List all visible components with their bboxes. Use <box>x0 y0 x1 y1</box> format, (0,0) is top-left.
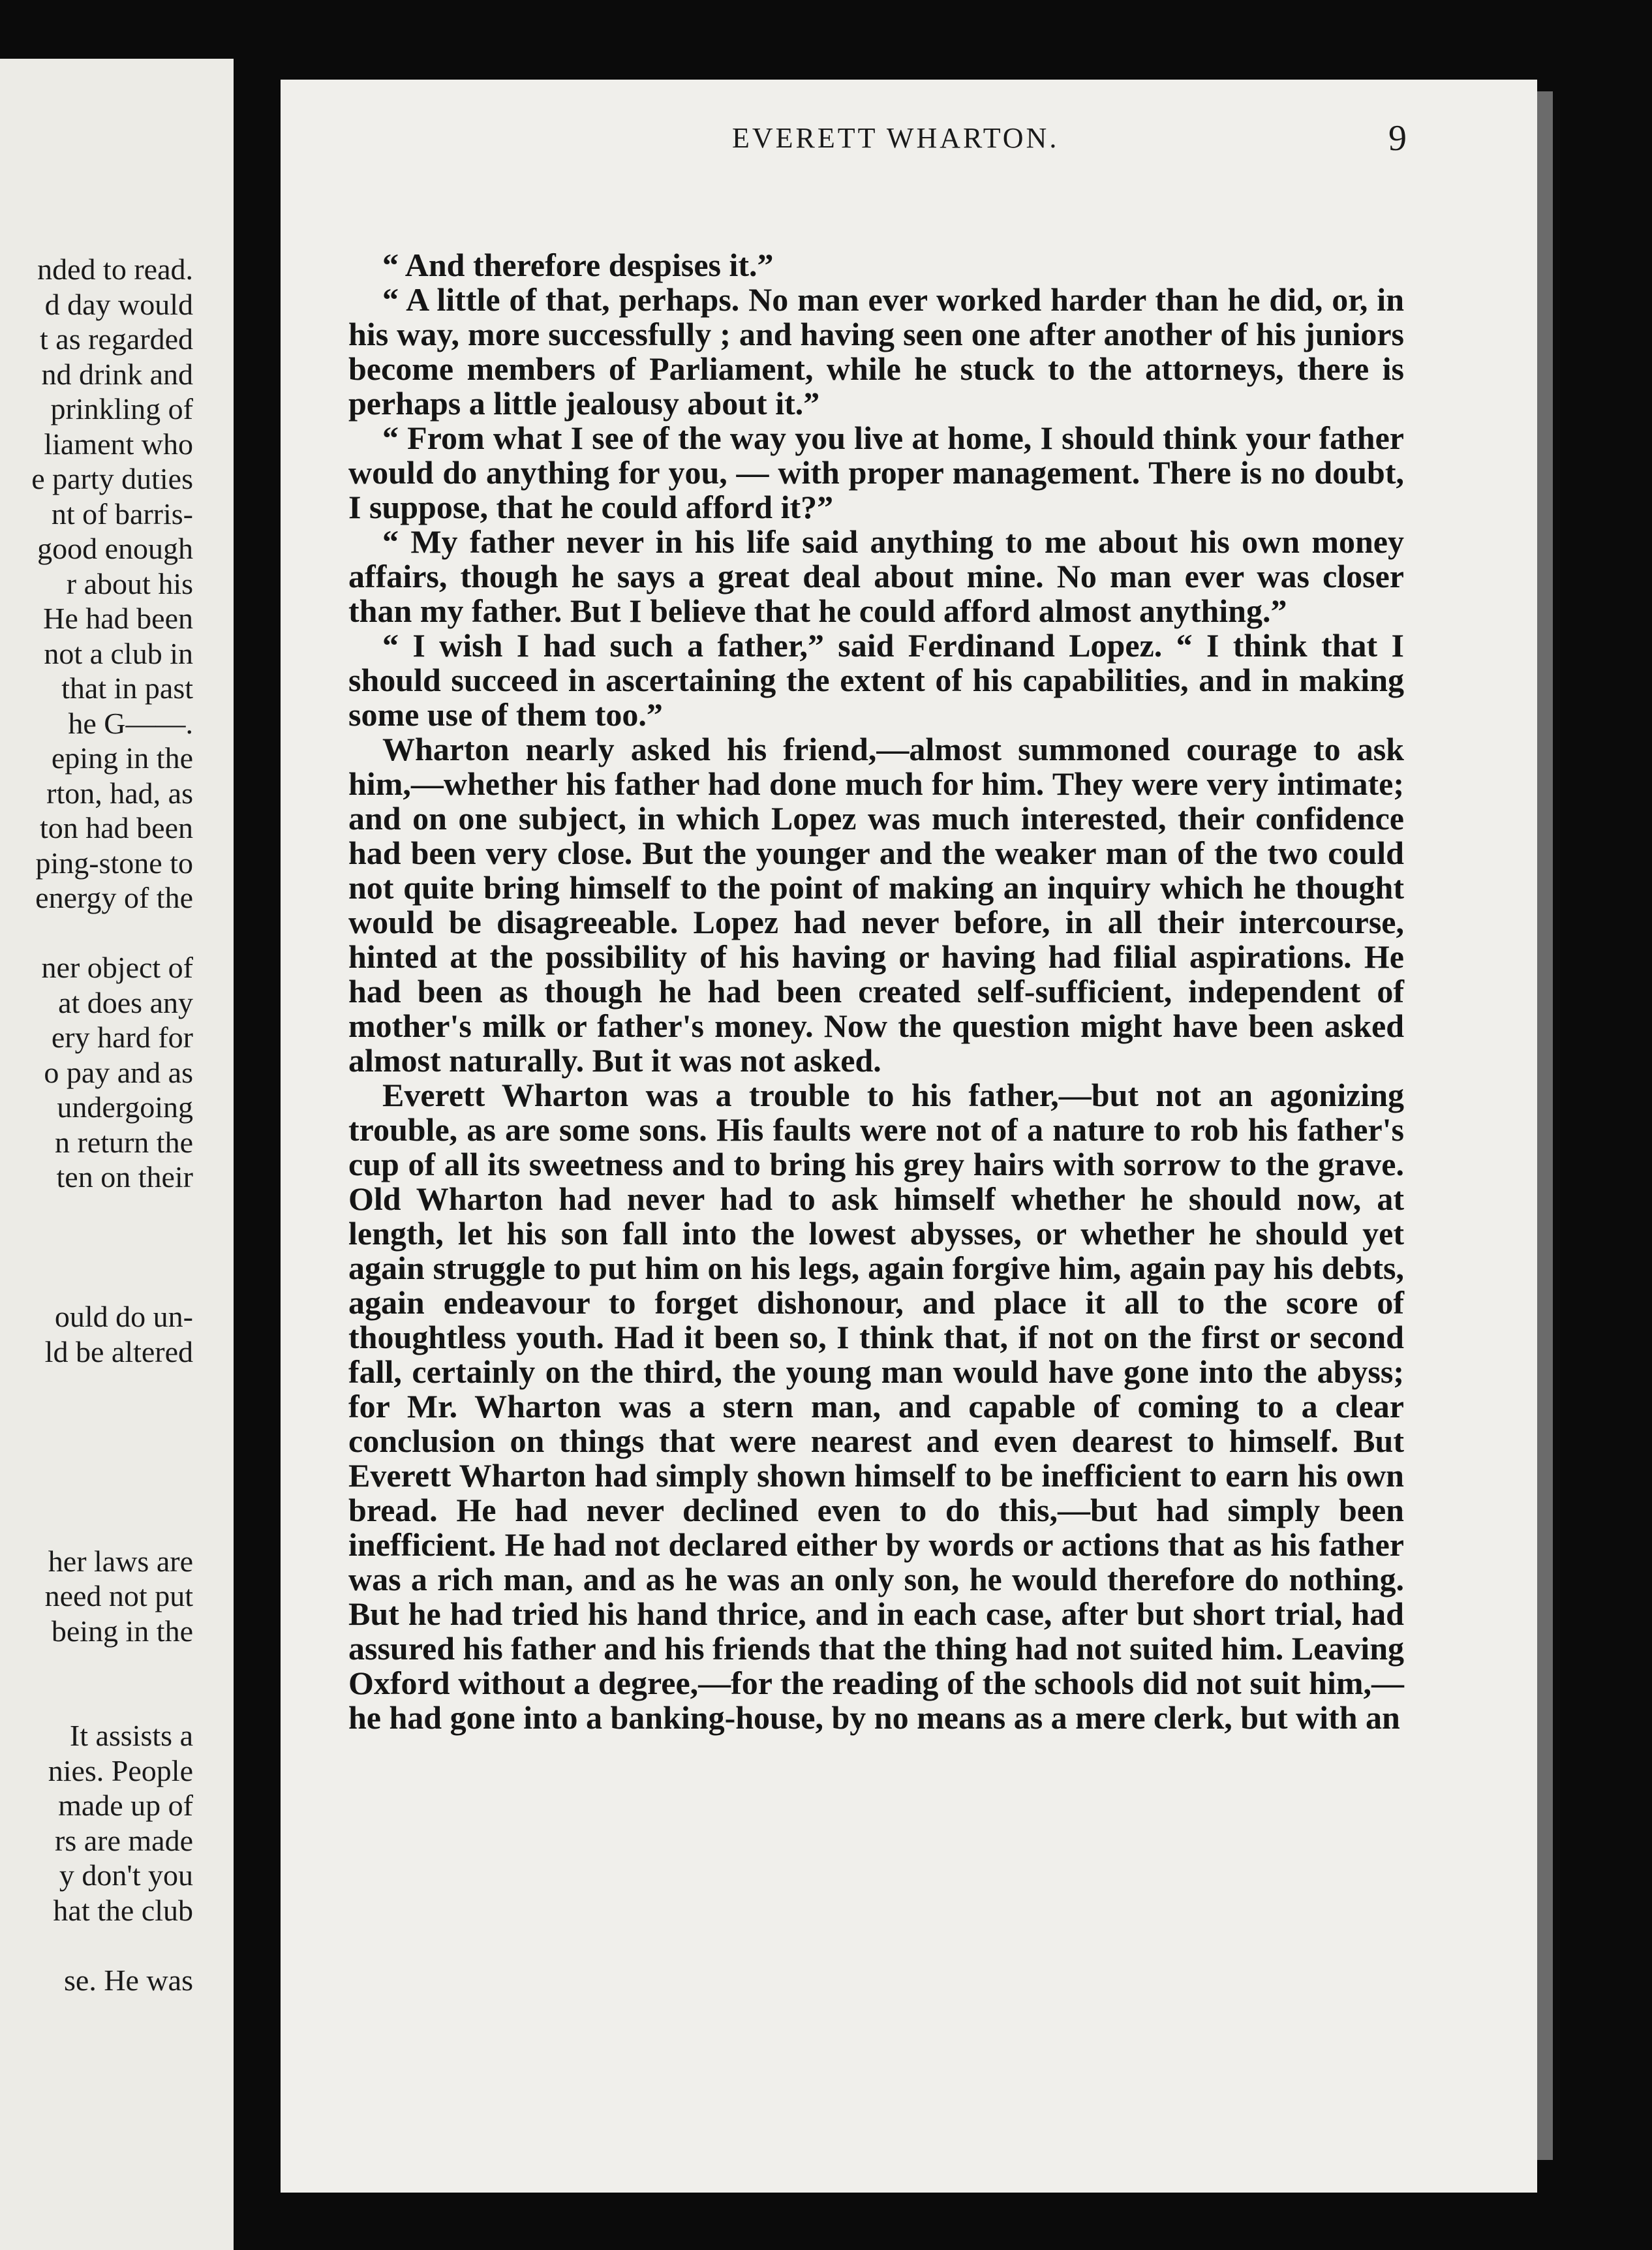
left-page-line: se. He was <box>64 1963 193 1997</box>
paragraph: “ A little of that, perhaps. No man ever worked harder than he did, or, in his way, more successfully ; and having seen one after another of his juniors become members of Parliament, while he stuck to the attorneys, there is perhaps a little jealousy about it.” <box>348 281 1404 422</box>
left-page-line: undergoing <box>57 1090 193 1124</box>
left-page-line: rton, had, as <box>46 776 193 810</box>
left-page-line: ton had been <box>39 811 193 844</box>
page-number: 9 <box>1388 118 1407 159</box>
left-page-line: ten on their <box>56 1160 193 1194</box>
left-page-line: n return the <box>54 1125 193 1159</box>
paragraph: Everett Wharton was a trouble to his father,—but not an agonizing trouble, as are some sons. His faults were not of a nature to rob his father's cup of all its sweetness and to bring his grey hairs with sorrow to the grave. Old Wharton had never had to ask himself whether he should now, at length, let his son fall into the lowest abysses, or whether he should yet again struggle to put him on his legs, again forgive him, again pay his debts, again endeavour to forget dishonour, and place it all to the score of thoughtless youth. Had it been so, I think that, if not on the first or second fall, certainly on the third, the young man would have gone into the abyss; for Mr. Wharton was a stern man, and capable of coming to a clear conclusion on things that were nearest and even dearest to himself. But Everett Wharton had simply shown himself to be inefficient to earn his own bread. He had never declined even to do this,—but had simply been inefficient. He had not declared either by words or actions that as his father was a rich man, and as he was an only son, he would therefore do nothing. But he had tried his hand thrice, and in each case, after but short trial, had assured his father and his friends that the thing had not suited him. Leaving Oxford without a degree,—for the reading of the schools did not suit him,—he had gone into a banking-house, by no means as a mere clerk, but with an <box>348 1077 1404 1736</box>
paragraph: “ I wish I had such a father,” said Ferdinand Lopez. “ I think that I should succeed in ascertaining the extent of his capabilities, and in making some use of them too.” <box>348 627 1404 733</box>
left-page-line: ld be altered <box>44 1334 193 1368</box>
left-page-line: nd drink and <box>41 357 193 391</box>
left-page-line: He had been <box>43 602 193 635</box>
left-page-line: It assists a <box>69 1719 193 1752</box>
left-page-line: ould do un- <box>54 1300 193 1333</box>
left-page <box>0 59 234 2250</box>
left-page-line: nt of barris- <box>51 497 193 531</box>
left-page-line: o pay and as <box>44 1055 193 1089</box>
running-header: EVERETT WHARTON. <box>732 122 1060 154</box>
left-page-line: at does any <box>58 985 193 1019</box>
left-page-line: prinkling of <box>50 392 193 425</box>
body-text <box>348 248 1404 1735</box>
page-edge-shadow <box>1537 91 1553 2160</box>
left-page-line: t as regarded <box>40 322 193 356</box>
left-page-line: e party duties <box>31 462 193 495</box>
left-page-line: her laws are <box>48 1544 193 1578</box>
paragraph: “ My father never in his life said anything to me about his own money affairs, though he says a great deal about mine. No man ever was closer than my father. But I believe that he could afford almost anything.” <box>348 523 1404 629</box>
left-page-line: made up of <box>58 1789 193 1822</box>
left-page-line: eping in the <box>51 741 193 775</box>
left-page-line: ping-stone to <box>35 846 193 880</box>
left-page-line: that in past <box>61 671 193 705</box>
paragraph: Wharton nearly asked his friend,—almost summoned courage to ask him,—whether his father had done much for him. They were very intimate; and on one subject, in which Lopez was much interested, their confidence had been very close. But the younger and the weaker man of the two could not quite bring himself to the point of making an inquiry which he thought would be disagreeable. Lopez had never before, in all their intercourse, hinted at the possibility of his having or having had filial aspirations. He had been as though he had been created self-sufficient, independent of mother's milk or father's money. Now the question might have been asked almost naturally. But it was not asked. <box>348 731 1404 1079</box>
left-page-line: not a club in <box>44 636 193 670</box>
left-page-line: being in the <box>51 1614 193 1648</box>
left-page-line: energy of the <box>35 881 193 914</box>
left-page-line: ery hard for <box>51 1021 193 1054</box>
left-page-line: need not put <box>44 1579 193 1612</box>
paragraph: “ From what I see of the way you live at home, I should think your father would do anything for you, — with proper management. There is no doubt, I suppose, that he could afford it?” <box>348 420 1404 525</box>
left-page-line: r about his <box>66 566 193 600</box>
left-page-line: good enough <box>37 532 193 565</box>
left-page-line: d day would <box>44 287 193 321</box>
left-page-line: liament who <box>44 427 193 461</box>
left-page-line: rs are made <box>55 1823 193 1857</box>
left-page-line: ner object of <box>41 951 193 984</box>
left-page-line: hat the club <box>53 1893 193 1927</box>
paragraph: “ And therefore despises it.” <box>382 247 774 283</box>
left-page-line: y don't you <box>59 1858 193 1892</box>
left-page-line: nies. People <box>48 1753 193 1787</box>
left-page-line: nded to read. <box>37 253 193 286</box>
left-page-line: he G——. <box>68 706 193 740</box>
